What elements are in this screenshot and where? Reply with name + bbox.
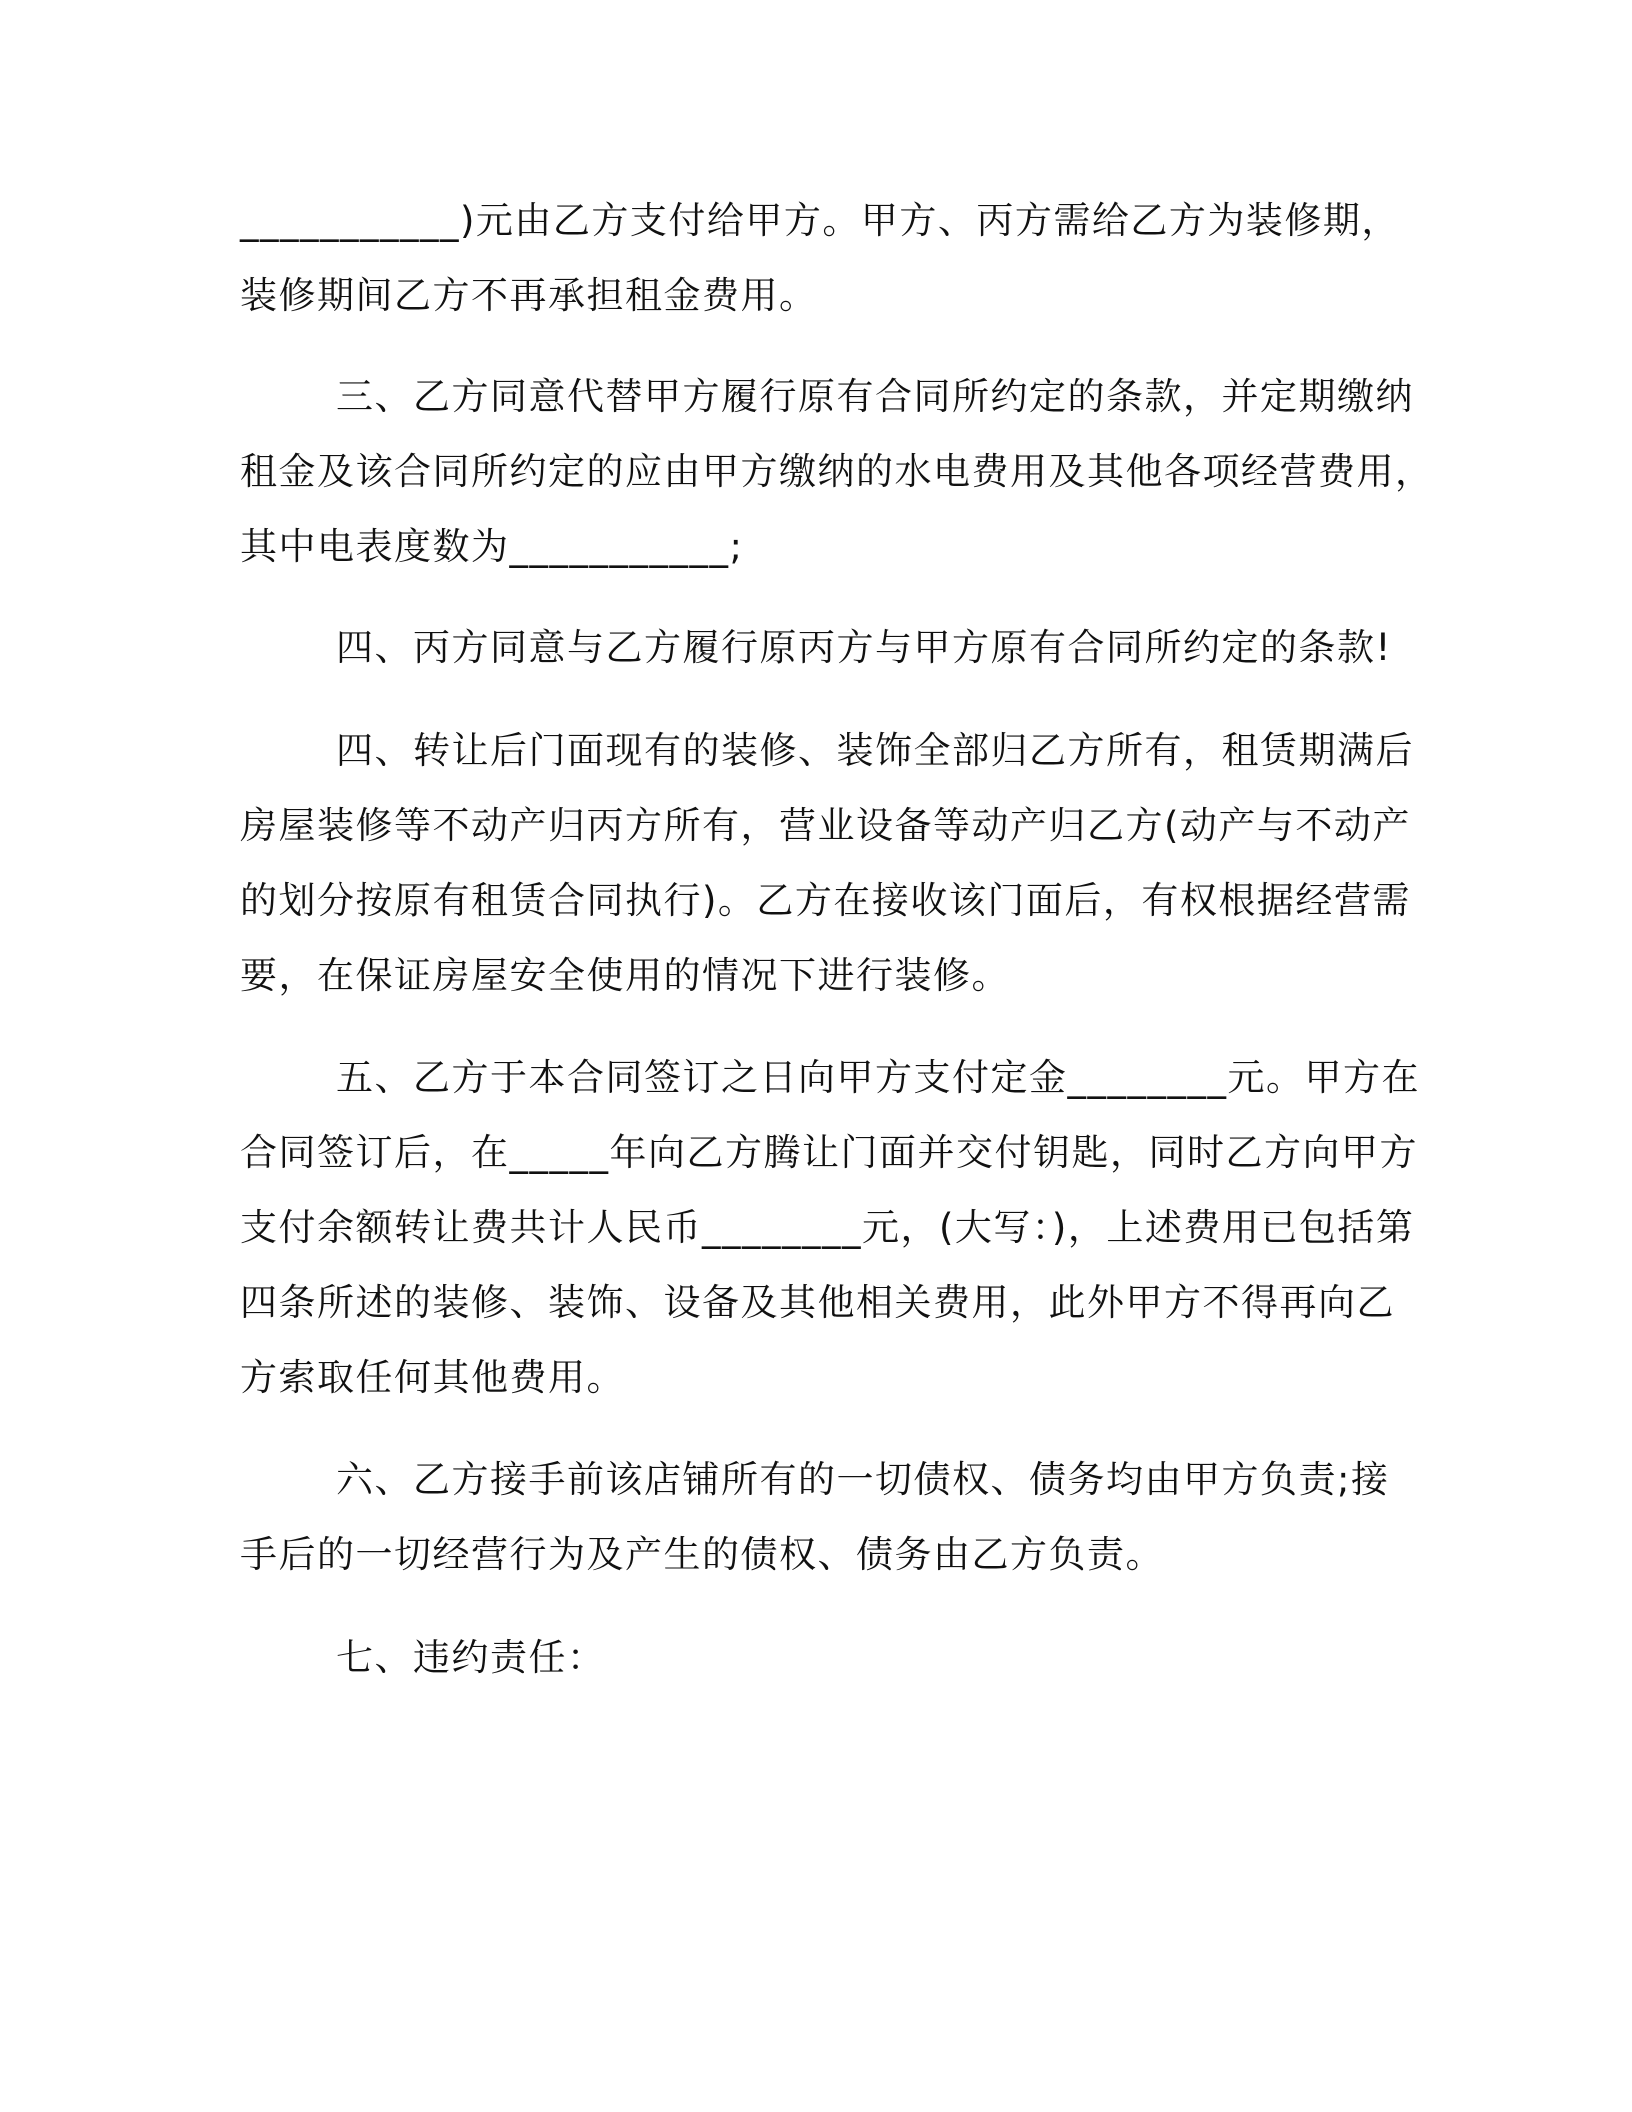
text-line: 装修期间乙方不再承担租金费用。 (240, 274, 818, 317)
text-line: 四、丙方同意与乙方履行原丙方与甲方原有合同所约定的条款! (336, 626, 1392, 669)
text-line: 房屋装修等不动产归丙方所有，营业设备等动产归乙方(动产与不动产 (240, 804, 1411, 847)
text-line: ___________)元由乙方支付给甲方。甲方、丙方需给乙方为装修期， (240, 199, 1400, 242)
text-line: 三、乙方同意代替甲方履行原有合同所约定的条款，并定期缴纳 (336, 375, 1414, 418)
text-line: 六、乙方接手前该店铺所有的一切债权、债务均由甲方负责;接 (336, 1458, 1390, 1501)
text-line: 租金及该合同所约定的应由甲方缴纳的水电费用及其他各项经营费用， (240, 450, 1434, 493)
text-line: 要，在保证房屋安全使用的情况下进行装修。 (240, 954, 1010, 997)
text-line: 其中电表度数为___________; (240, 525, 744, 568)
text-line: 四、转让后门面现有的装修、装饰全部归乙方所有，租赁期满后 (336, 729, 1414, 772)
text-line: 支付余额转让费共计人民币________元，(大写：)，上述费用已包括第 (240, 1206, 1415, 1249)
text-line: 七、违约责任： (336, 1636, 606, 1679)
text-line: 四条所述的装修、装饰、设备及其他相关费用，此外甲方不得再向乙 (240, 1281, 1395, 1324)
text-line: 五、乙方于本合同签订之日向甲方支付定金________元。甲方在 (336, 1056, 1420, 1099)
text-line: 手后的一切经营行为及产生的债权、债务由乙方负责。 (240, 1533, 1164, 1576)
text-line: 合同签订后，在_____年向乙方腾让门面并交付钥匙，同时乙方向甲方 (240, 1131, 1418, 1174)
text-line: 的划分按原有租赁合同执行)。乙方在接收该门面后，有权根据经营需 (240, 879, 1411, 922)
text-line: 方索取任何其他费用。 (240, 1356, 625, 1399)
